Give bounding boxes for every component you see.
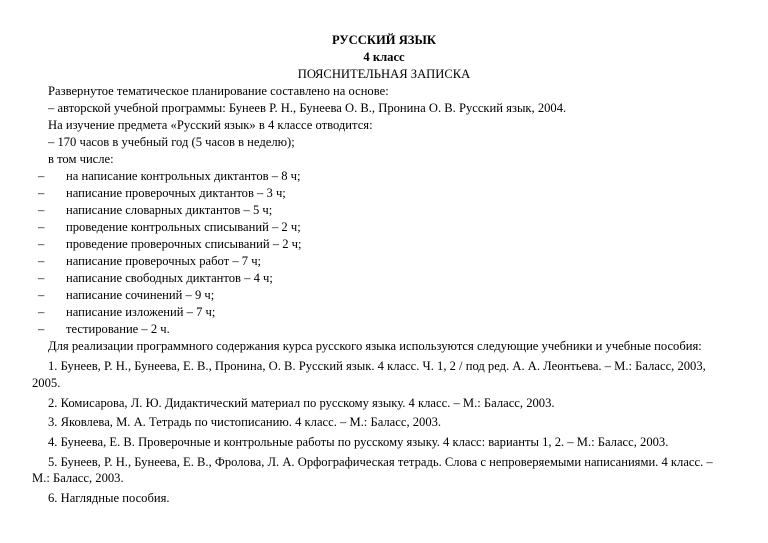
list-dash: – <box>38 288 45 302</box>
list-item-text: проведение контрольных списываний – 2 ч; <box>66 220 301 234</box>
list-item-text: тестирование – 2 ч. <box>66 322 170 336</box>
intro-line-4: – 170 часов в учебный год (5 часов в неделю); <box>48 135 295 149</box>
list-item-text: написание сочинений – 9 ч; <box>66 288 215 302</box>
list-item-text: проведение проверочных списываний – 2 ч; <box>66 237 302 251</box>
grade-label: 4 класс <box>363 50 405 64</box>
intro-line-2: – авторской учебной программы: Бунеев Р. Н., Бунеева О. В., Пронина О. В. Русский язык, 2004. <box>48 101 567 115</box>
book-5-line-1: 5. Бунеев, Р. Н., Бунеева, Е. В., Фролова, Л. А. Орфографическая тетрадь. Слова с непроверяемыми написаниями. 4 класс. – <box>48 455 713 469</box>
list-dash: – <box>38 271 45 285</box>
intro-line-3: На изучение предмета «Русский язык» в 4 классе отводится: <box>48 118 373 132</box>
intro-line-1: Развернутое тематическое планирование составлено на основе: <box>48 84 389 98</box>
list-item-text: написание проверочных диктантов – 3 ч; <box>66 186 286 200</box>
list-dash: – <box>38 203 45 217</box>
list-item-text: написание изложений – 7 ч; <box>66 305 216 319</box>
section-heading: ПОЯСНИТЕЛЬНАЯ ЗАПИСКА <box>297 67 471 81</box>
list-dash: – <box>38 322 45 336</box>
intro-line-5: в том числе: <box>48 152 114 166</box>
books-intro: Для реализации программного содержания курса русского языка используются следующие учебники и учебные пособия: <box>48 339 702 353</box>
book-1-line-1: 1. Бунеев, Р. Н., Бунеева, Е. В., Пронина, О. В. Русский язык. 4 класс. Ч. 1, 2 / под ред. А. А. Леонтьева. – М.: Баласс, 2003, <box>48 359 706 373</box>
book-5-line-2: М.: Баласс, 2003. <box>32 471 124 485</box>
list-item-text: написание проверочных работ – 7 ч; <box>66 254 262 268</box>
book-2: 2. Комисарова, Л. Ю. Дидактический материал по русскому языку. 4 класс. – М.: Баласс, 2003. <box>48 396 555 410</box>
book-3: 3. Яковлева, М. А. Тетрадь по чистописанию. 4 класс. – М.: Баласс, 2003. <box>48 415 442 429</box>
list-dash: – <box>38 237 45 251</box>
book-4: 4. Бунеева, Е. В. Проверочные и контрольные работы по русскому языку. 4 класс: варианты 1, 2. – М.: Баласс, 2003. <box>48 435 669 449</box>
list-dash: – <box>38 186 45 200</box>
list-dash: – <box>38 220 45 234</box>
list-item-text: написание свободных диктантов – 4 ч; <box>66 271 273 285</box>
list-dash: – <box>38 169 45 183</box>
list-item-text: написание словарных диктантов – 5 ч; <box>66 203 273 217</box>
list-item-text: на написание контрольных диктантов – 8 ч; <box>66 169 301 183</box>
book-1-line-2: 2005. <box>32 376 61 390</box>
book-6: 6. Наглядные пособия. <box>48 491 170 505</box>
document-title: РУССКИЙ ЯЗЫК <box>332 33 436 47</box>
list-dash: – <box>38 305 45 319</box>
list-dash: – <box>38 254 45 268</box>
